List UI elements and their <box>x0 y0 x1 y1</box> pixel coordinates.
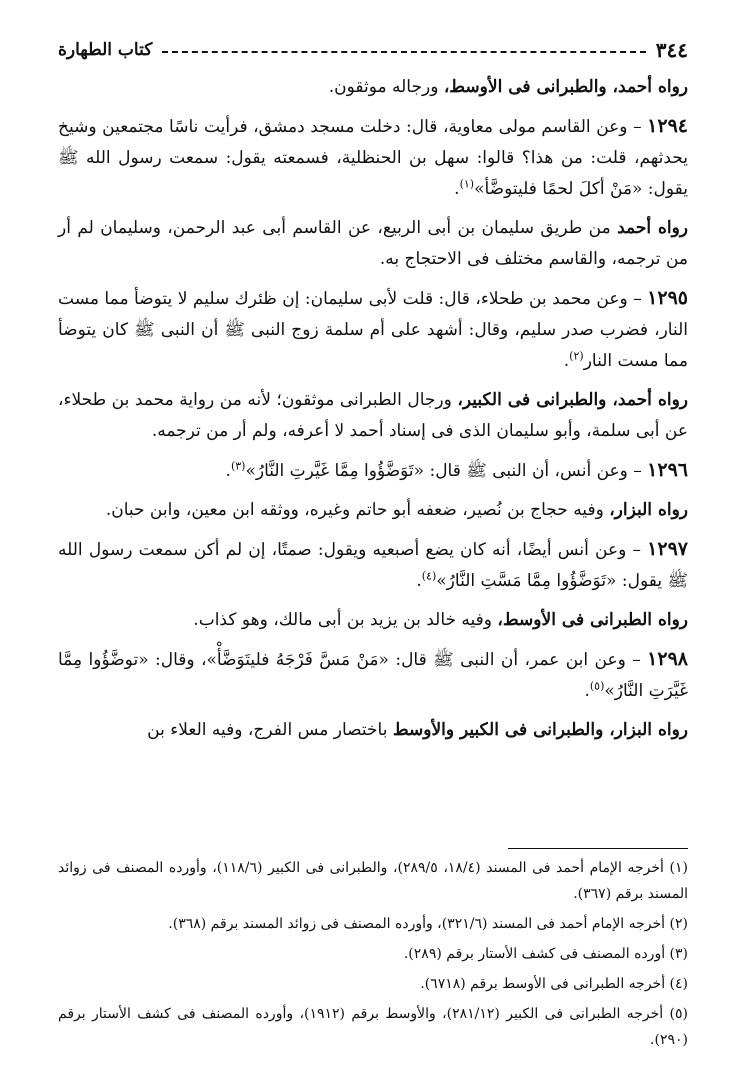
paragraph <box>58 715 688 746</box>
paragraph-text: وفيه خالد بن يزيد بن أبى مالك، وهو كذاب. <box>193 610 498 630</box>
book-title: كتاب الطهارة <box>58 40 153 60</box>
source-citation: رواه أحمد، والطبرانى فى الكبير، <box>457 390 689 410</box>
footnote-ref[interactable]: (٣) <box>230 459 246 473</box>
paragraph <box>58 385 688 447</box>
page-number: ٣٤٤ <box>655 38 688 62</box>
hadith-number: ١٢٩٥ <box>647 287 688 309</box>
source-citation: رواه أحمد <box>617 218 689 238</box>
paragraph <box>58 72 688 103</box>
hadith-number: ١٢٩٤ <box>647 115 688 137</box>
footnote: (٤) أخرجه الطبرانى فى الأوسط برقم (٦٧١٨). <box>420 976 688 992</box>
footnote-ref[interactable]: (٥) <box>589 679 605 693</box>
hadith-text: – وعن أنس أيضًا، أنه كان يضع أصبعيه ويقول: صمتًا، إن لم أكن سمعت رسول الله ﷺ يقول: «تَوَضَّؤُوا مِمَّا مَسَّتِ النَّارُ» <box>58 540 688 591</box>
hadith-number: ١٢٩٦ <box>647 459 688 481</box>
footnotes <box>58 855 688 1057</box>
hadith-entry <box>58 111 688 205</box>
paragraph <box>58 213 688 275</box>
hadith-entry <box>58 644 688 707</box>
hadith-text: – وعن محمد بن طحلاء، قال: قلت لأبى سليمان: إن ظئرك سليم لا يتوضأ مما مست النار، فضرب صدر سليم، وقال: أشهد على أم سلمة زوج النبى ﷺ أن النبى ﷺ كان يتوضأ مما مست النار <box>58 289 688 371</box>
footnote-ref[interactable]: (١) <box>459 177 475 191</box>
source-citation: رواه البزار، <box>609 500 688 520</box>
running-header <box>58 36 688 64</box>
paragraph <box>58 495 688 526</box>
hadith-number: ١٢٩٧ <box>647 538 688 560</box>
hadith-end: . <box>225 461 231 481</box>
header-rule <box>162 51 645 53</box>
hadith-text: – وعن ابن عمر، أن النبى ﷺ قال: «مَنْ مَسَّ فَرْجَهُ فليتَوَضَّأْ»، وقال: «توضَّؤُوا مِمَّا غَيَّرَتِ النَّارُ» <box>58 650 688 701</box>
hadith-entry <box>58 455 688 487</box>
footnote: (٢) أخرجه الإمام أحمد فى المسند (٣٢١/٦)، وأورده المصنف فى زوائد المسند برقم (٣٦٨). <box>168 916 688 932</box>
paragraph-text: باختصار مس الفرج، وفيه العلاء بن <box>147 720 393 740</box>
paragraph-text: ورجال الطبرانى موثقون؛ لأنه من رواية محمد بن طحلاء، عن أبى سلمة، وأبو سليمان الذى فى إسناد أحمد لا أعرفه، ولم أر من ترجمه. <box>58 390 688 441</box>
hadith-end: . <box>563 351 570 371</box>
hadith-entry <box>58 283 688 377</box>
footnote: (٣) أورده المصنف فى كشف الأستار برقم (٢٨٩). <box>403 946 688 962</box>
source-citation: رواه أحمد، والطبرانى فى الأوسط، <box>443 77 688 97</box>
paragraph <box>58 605 688 636</box>
footnote-separator <box>508 848 688 849</box>
main-text <box>58 72 688 754</box>
hadith-end: . <box>454 179 460 199</box>
footnote: (١) أخرجه الإمام أحمد فى المسند (١٨/٤، ٢٨٩/٥)، والطبرانى فى الكبير (١١٨/٦)، وأورده المصنف فى زوائد المسند برقم (٣٦٧). <box>58 860 688 902</box>
hadith-end: . <box>416 571 422 591</box>
footnote-ref[interactable]: (٢) <box>569 349 584 363</box>
hadith-text: – وعن أنس، أن النبى ﷺ قال: «تَوَضَّؤُوا مِمَّا غَيَّرتِ النَّارُ» <box>245 461 648 481</box>
paragraph-text: وفيه حجاج بن نُصير، ضعفه أبو حاتم وغيره، ووثقه ابن معين، وابن حبان. <box>105 500 610 520</box>
paragraph-text: ورجاله موثقون. <box>328 77 444 97</box>
hadith-entry <box>58 534 688 597</box>
footnote-ref[interactable]: (٤) <box>421 569 437 583</box>
hadith-end: . <box>584 681 590 701</box>
source-citation: رواه الطبرانى فى الأوسط، <box>497 610 688 630</box>
paragraph-text: من طريق سليمان بن أبى الربيع، عن القاسم أبى عبد الرحمن، وسليمان لم أر من ترجمه، والقاسم مختلف فى الاحتجاج به. <box>58 218 688 269</box>
hadith-number: ١٢٩٨ <box>647 648 688 670</box>
footnote: (٥) أخرجه الطبرانى فى الكبير (٢٨١/١٢)، والأوسط برقم (١٩١٢)، وأورده المصنف فى كشف الأستار برقم (٢٩٠). <box>58 1006 689 1048</box>
source-citation: رواه البزار، والطبرانى فى الكبير والأوسط <box>392 720 688 740</box>
hadith-text: – وعن القاسم مولى معاوية، قال: دخلت مسجد دمشق، فرأيت ناسًا مجتمعين وشيخ يحدثهم، قلت: من هذا؟ قالوا: سهل بن الحنظلية، فسمعته يقول: سمعت رسول الله ﷺ يقول: «مَنْ أكلَ لحمًا فليتوضَّأ» <box>58 117 688 199</box>
